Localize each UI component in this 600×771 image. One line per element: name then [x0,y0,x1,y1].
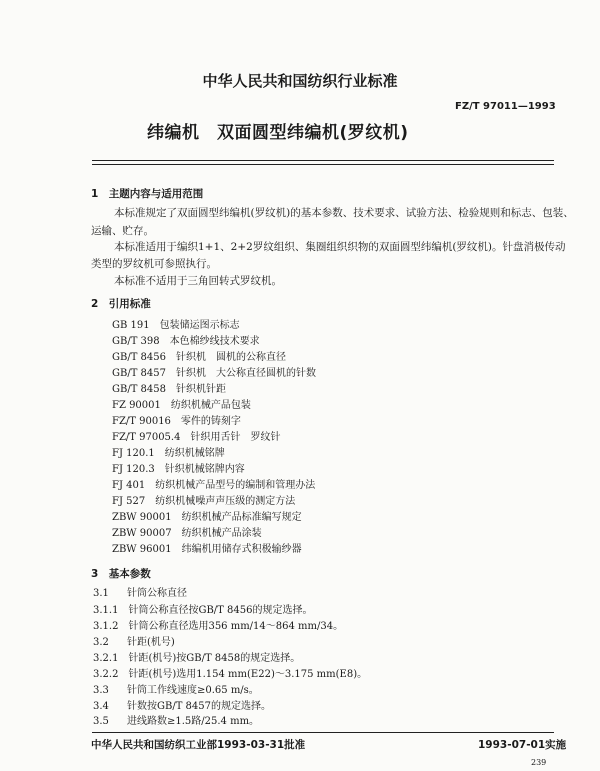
reference-code: FZ 90001 [112,400,161,411]
reference-title: 包装储运图示标志 [159,320,240,331]
reference-code: ZBW 90007 [112,528,172,539]
reference-item [112,447,225,461]
section-1-para-3: 本标准不适用于三角回转式罗纹机。 [114,275,282,287]
reference-title: 纺织机械噪声声压级的测定方法 [155,496,296,507]
standard-title: 纬编机 双面圆型纬编机(罗纹机) [147,123,409,143]
clause [93,652,300,666]
clause-text: 进线路数≥1.5路/25.4 mm。 [127,716,260,727]
reference-code: GB/T 8458 [112,384,167,395]
reference-title: 针织用舌针 罗纹针 [190,432,281,443]
clause-number: 3.1.1 [93,605,119,616]
clause [93,700,271,714]
reference-code: GB/T 8456 [112,352,167,363]
clause-number: 3.1.2 [93,621,119,632]
reference-code: GB/T 8457 [112,368,167,379]
reference-title: 纺织机械产品标准编写规定 [181,512,302,523]
reference-item [112,319,240,333]
clause-text: 针筒公称直径按GB/T 8456的规定选择。 [128,605,313,616]
reference-item [112,367,316,381]
clause-number: 3.4 [93,701,109,712]
reference-code: GB/T 398 [112,336,160,347]
reference-title: 纺织机械产品型号的编制和管理办法 [155,480,316,491]
reference-title: 零件的铸刻字 [180,416,241,427]
clause-text: 针数按GB/T 8457的规定选择。 [127,701,272,712]
clause [93,587,187,601]
clause-number: 3.2.2 [93,669,119,680]
reference-item [112,495,295,509]
reference-item [112,511,302,525]
reference-title: 针织机械铭牌内容 [164,464,245,475]
reference-item [112,431,280,445]
reference-title: 纺织机械产品包装 [170,400,251,411]
reference-code: ZBW 96001 [112,544,172,555]
clause-number: 3.3 [93,685,109,696]
section-1-heading: 1 主题内容与适用范围 [91,188,204,200]
reference-code: FJ 120.1 [112,448,155,459]
approval-statement: 中华人民共和国纺织工业部1993-03-31批准 [91,739,306,751]
reference-title: 纬编机用储存式积极输纱器 [181,544,302,555]
clause-number: 3.1 [93,588,109,599]
reference-code: FZ/T 90016 [112,416,171,427]
standard-code: FZ/T 97011—1993 [455,101,556,112]
reference-item [112,335,260,349]
clause-text: 针筒公称直径选用356 mm/14～864 mm/34。 [128,621,344,632]
reference-title: 针织机针距 [176,384,227,395]
reference-item [112,383,226,397]
clause [93,604,312,618]
section-2-heading: 2 引用标准 [91,298,151,310]
reference-title: 纺织机械产品涂装 [181,528,262,539]
section-1-para-2-line-1: 本标准适用于编织1+1、2+2罗纹组织、集圈组织织物的双面圆型纬编机(罗纹机)。针盘消极传动 [114,241,566,253]
issuing-body: 中华人民共和国纺织行业标准 [202,72,398,90]
reference-title: 纺织机械铭牌 [164,448,225,459]
page-number: 239 [531,758,547,767]
clause [93,668,367,682]
clause-text: 针筒工作线速度≥0.65 m/s。 [127,685,259,696]
clause-number: 3.2.1 [93,653,119,664]
reference-code: FZ/T 97005.4 [112,432,181,443]
clause [93,620,343,634]
reference-item [112,527,262,541]
clause-text: 针筒公称直径 [127,588,187,599]
reference-item [112,399,251,413]
reference-code: GB 191 [112,320,150,331]
clause-number: 3.2 [93,637,109,648]
reference-title: 针织机 大公称直径圆机的针数 [176,368,317,379]
clause-number: 3.5 [93,716,109,727]
clause-text: 针距(机号)选用1.154 mm(E22)～3.175 mm(E8)。 [128,669,368,680]
section-1-para-1-line-2: 运输、贮存。 [91,225,154,237]
clause [93,684,259,698]
header-rule-top [92,160,554,161]
footer-rule [92,732,554,733]
reference-code: FJ 120.3 [112,464,155,475]
clause [93,636,175,650]
reference-code: FJ 401 [112,480,146,491]
reference-item [112,463,245,477]
section-3-heading: 3 基本参数 [91,568,151,580]
effective-date: 1993-07-01实施 [478,739,567,751]
clause-text: 针距(机号) [127,637,175,648]
clause [93,715,259,729]
reference-item [112,543,302,557]
header-rule-bottom [92,164,554,165]
reference-item [112,479,315,493]
reference-code: FJ 527 [112,496,146,507]
clause-text: 针距(机号)按GB/T 8458的规定选择。 [128,653,301,664]
reference-item [112,415,241,429]
reference-title: 针织机 圆机的公称直径 [176,352,287,363]
section-1-para-1-line-1: 本标准规定了双面圆型纬编机(罗纹机)的基本参数、技术要求、试验方法、检验规则和标志、包装、 [114,207,574,219]
section-1-para-2-line-2: 类型的罗纹机可参照执行。 [91,258,217,270]
reference-item [112,351,286,365]
reference-title: 本色棉纱线技术要求 [169,336,260,347]
reference-code: ZBW 90001 [112,512,172,523]
